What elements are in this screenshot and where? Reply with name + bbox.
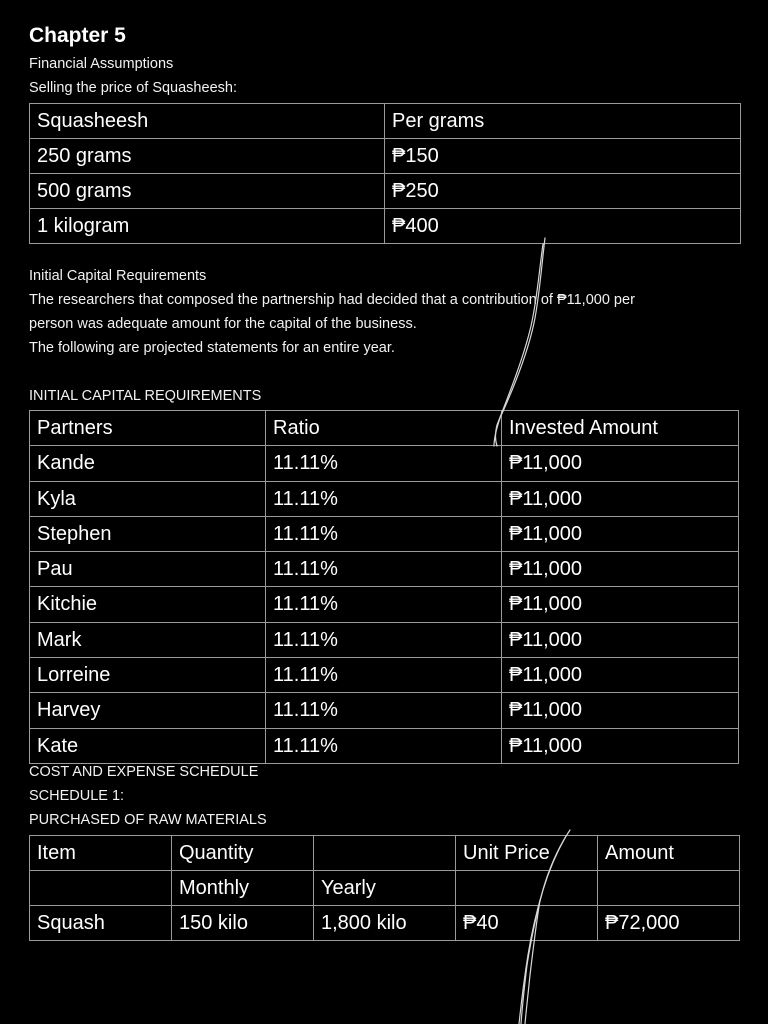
- data-cell: 11.11%: [266, 622, 502, 657]
- data-cell: ₱72,000: [598, 906, 740, 941]
- table-row: [30, 906, 740, 941]
- header-cell: Per grams: [385, 104, 741, 139]
- header-cell: Squasheesh: [30, 104, 385, 139]
- data-cell: 11.11%: [266, 552, 502, 587]
- raw-materials-subtitle: PURCHASED OF RAW MATERIALS: [29, 812, 267, 828]
- subheader-cell: [456, 871, 598, 906]
- data-cell: ₱400: [385, 209, 741, 244]
- data-cell: 1,800 kilo: [314, 906, 456, 941]
- data-cell: ₱11,000: [502, 446, 739, 481]
- data-cell: 11.11%: [266, 658, 502, 693]
- data-cell: 11.11%: [266, 481, 502, 516]
- header-cell: [314, 836, 456, 871]
- capital-section-title: Initial Capital Requirements: [29, 268, 207, 284]
- subheader-cell: [598, 871, 740, 906]
- data-cell: 500 grams: [30, 174, 385, 209]
- data-cell: 1 kilogram: [30, 209, 385, 244]
- data-cell: Mark: [30, 622, 266, 657]
- header-cell: Amount: [598, 836, 740, 871]
- data-cell: ₱11,000: [502, 622, 739, 657]
- data-cell: 11.11%: [266, 516, 502, 551]
- header-cell: Item: [30, 836, 172, 871]
- data-cell: 150 kilo: [172, 906, 314, 941]
- data-cell: Pau: [30, 552, 266, 587]
- data-cell: ₱11,000: [502, 587, 739, 622]
- capital-paragraph-line-1: The researchers that composed the partnership had decided that a contribution of ₱11,000 per: [29, 292, 635, 308]
- table-subheader-row: [30, 871, 740, 906]
- data-cell: ₱11,000: [502, 693, 739, 728]
- data-cell: ₱11,000: [502, 481, 739, 516]
- selling-price-intro: Selling the price of Squasheesh:: [29, 80, 237, 96]
- table-header-row: [30, 104, 741, 139]
- financial-assumptions-label: Financial Assumptions: [29, 56, 174, 72]
- table-header-row: [30, 836, 740, 871]
- capital-table-title: INITIAL CAPITAL REQUIREMENTS: [29, 388, 262, 404]
- table-row: [30, 481, 739, 516]
- data-cell: 11.11%: [266, 728, 502, 763]
- data-cell: ₱40: [456, 906, 598, 941]
- data-cell: ₱11,000: [502, 552, 739, 587]
- data-cell: Squash: [30, 906, 172, 941]
- table-row: [30, 516, 739, 551]
- data-cell: Harvey: [30, 693, 266, 728]
- data-cell: Kyla: [30, 481, 266, 516]
- table-row: [30, 693, 739, 728]
- chapter-title: Chapter 5: [29, 24, 126, 47]
- price-table: [29, 103, 741, 244]
- table-row: [30, 587, 739, 622]
- header-cell: Unit Price: [456, 836, 598, 871]
- data-cell: Kande: [30, 446, 266, 481]
- data-cell: 11.11%: [266, 693, 502, 728]
- schedule-label: SCHEDULE 1:: [29, 788, 125, 804]
- table-row: [30, 209, 741, 244]
- data-cell: Kitchie: [30, 587, 266, 622]
- data-cell: ₱150: [385, 139, 741, 174]
- raw-materials-table: [29, 835, 740, 941]
- capital-table: [29, 410, 739, 764]
- subheader-cell: [30, 871, 172, 906]
- data-cell: Stephen: [30, 516, 266, 551]
- header-cell: Invested Amount: [502, 411, 739, 446]
- header-cell: Ratio: [266, 411, 502, 446]
- data-cell: ₱11,000: [502, 728, 739, 763]
- data-cell: 11.11%: [266, 587, 502, 622]
- data-cell: ₱11,000: [502, 516, 739, 551]
- header-cell: Quantity: [172, 836, 314, 871]
- table-row: [30, 622, 739, 657]
- capital-paragraph-line-2: person was adequate amount for the capital of the business.: [29, 316, 417, 332]
- data-cell: 250 grams: [30, 139, 385, 174]
- table-header-row: [30, 411, 739, 446]
- table-row: [30, 446, 739, 481]
- table-row: [30, 174, 741, 209]
- data-cell: Lorreine: [30, 658, 266, 693]
- header-cell: Partners: [30, 411, 266, 446]
- subheader-cell: Yearly: [314, 871, 456, 906]
- subheader-cell: Monthly: [172, 871, 314, 906]
- table-row: [30, 552, 739, 587]
- data-cell: 11.11%: [266, 446, 502, 481]
- data-cell: Kate: [30, 728, 266, 763]
- table-row: [30, 139, 741, 174]
- data-cell: ₱11,000: [502, 658, 739, 693]
- capital-paragraph-line-3: The following are projected statements for an entire year.: [29, 340, 395, 356]
- table-row: [30, 728, 739, 763]
- table-row: [30, 658, 739, 693]
- data-cell: ₱250: [385, 174, 741, 209]
- expense-section-title: COST AND EXPENSE SCHEDULE: [29, 764, 259, 780]
